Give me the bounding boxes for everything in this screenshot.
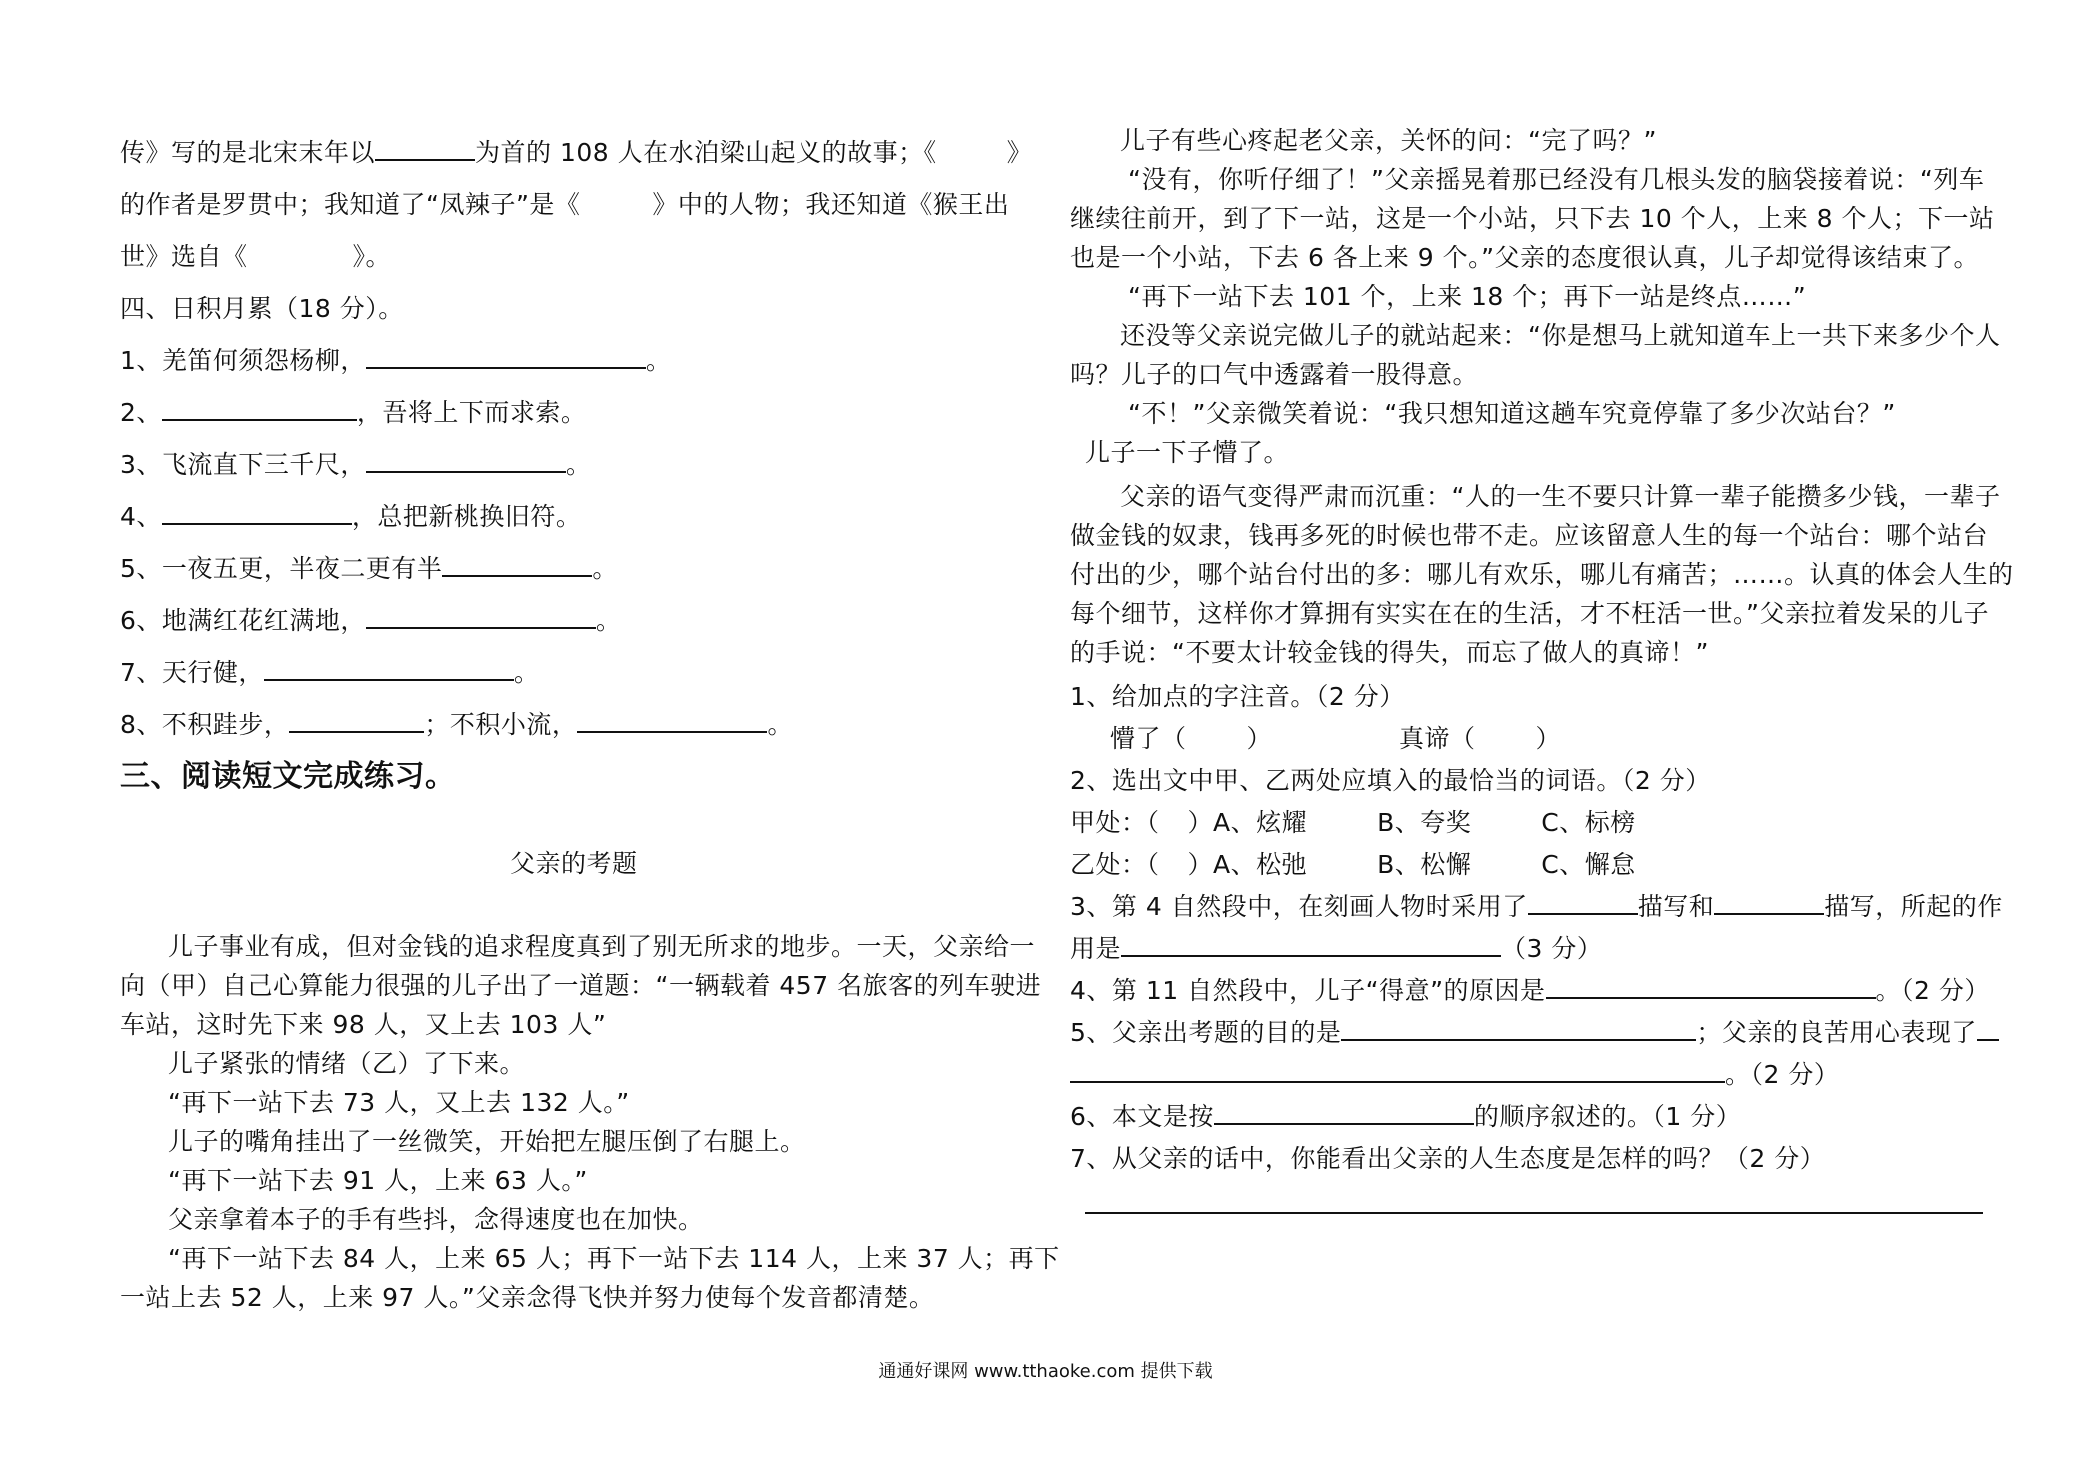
article-line: “没有，你听仔细了！”父亲摇晃着那已经没有几根头发的脑袋接着说：“列车	[1128, 165, 1985, 194]
text: 3、飞流直下三千尺，	[120, 450, 366, 479]
article-line: 儿子一下子懵了。	[1085, 438, 1290, 467]
option-b[interactable]: B、松懈	[1377, 850, 1472, 879]
footer-text: 通通好课网 www.tthaoke.com 提供下载	[878, 1361, 1213, 1382]
exercise-1-words	[1110, 722, 1561, 756]
section-4-heading: 四、日积月累（18 分）。	[120, 294, 404, 323]
text: 1、羌笛何须怨杨柳，	[120, 346, 366, 375]
article-line: 付出的少，哪个站台付出的多：哪儿有欢乐，哪儿有痛苦；……。认真的体会人生的	[1070, 560, 2014, 589]
text: 用是	[1070, 934, 1122, 963]
text: 的作者是罗贯中；我知道了“凤辣子”是《	[120, 190, 581, 219]
text: 描写，所起的作	[1824, 892, 2003, 921]
text: 。	[595, 606, 622, 635]
text: 。	[565, 450, 592, 479]
article-line: 车站，这时先下来 98 人，又上去 103 人”	[120, 1010, 607, 1039]
answer-blank[interactable]	[1528, 891, 1638, 915]
text: 为首的 108 人在水泊梁山起义的故事；《	[475, 138, 937, 167]
text: 5、一夜五更，半夜二更有半	[120, 554, 443, 583]
text: 5、父亲出考题的目的是	[1070, 1018, 1342, 1047]
article-line: 儿子事业有成，但对金钱的追求程度真到了别无所求的地步。一天，父亲给一	[168, 932, 1036, 961]
option-a[interactable]: ）A、松弛	[1187, 850, 1308, 879]
text: 》	[1006, 138, 1033, 167]
text: 4、	[120, 502, 162, 531]
article-line: “再下一站下去 73 人，又上去 132 人。”	[168, 1088, 630, 1117]
answer-blank[interactable]	[442, 553, 592, 577]
article-line: 的手说：“不要太计较金钱的得失，而忘了做人的真谛！”	[1070, 638, 1709, 667]
answer-blank[interactable]	[162, 501, 352, 525]
article-line: 吗？儿子的口气中透露着一股得意。	[1070, 360, 1479, 389]
answer-blank[interactable]	[366, 605, 596, 629]
answer-blank[interactable]	[1341, 1017, 1696, 1041]
answer-blank[interactable]	[162, 397, 357, 421]
text: 6、地满红花红满地，	[120, 606, 366, 635]
question-3	[120, 448, 591, 482]
pinyin-word-1: 懵了（	[1110, 724, 1187, 753]
question-2	[120, 396, 586, 430]
pinyin-word-2: 真谛（	[1398, 724, 1476, 753]
text: ；不积小流，	[424, 710, 578, 739]
article-line: 儿子紧张的情绪（乙）了下来。	[168, 1049, 526, 1078]
answer-line[interactable]	[1085, 1212, 1983, 1214]
text: ，吾将上下而求索。	[356, 398, 587, 427]
exercise-5	[1070, 1016, 1999, 1050]
text: ，总把新桃换旧符。	[351, 502, 582, 531]
question-6	[120, 604, 621, 638]
blank[interactable]	[375, 137, 475, 161]
text: 。（2 分）	[1875, 976, 1990, 1005]
text: 的顺序叙述的。（1 分）	[1473, 1102, 1742, 1131]
article-title: 父亲的考题	[510, 849, 638, 878]
text: 6、本文是按	[1070, 1102, 1214, 1131]
article-line: 父亲的语气变得严肃而沉重：“人的一生不要只计算一辈子能攒多少钱，一辈子	[1120, 482, 2001, 511]
article-line: 一站上去 52 人，上来 97 人。”父亲念得飞快并努力使每个发音都清楚。	[120, 1283, 935, 1312]
answer-blank[interactable]	[1214, 1101, 1474, 1125]
exercise-2-row-jia	[1070, 806, 1636, 840]
text: 世》选自《	[120, 242, 248, 271]
option-b[interactable]: B、夸奖	[1377, 808, 1472, 837]
option-a[interactable]: ）A、炫耀	[1187, 808, 1308, 837]
text: 》中的人物；我还知道《猴王出	[652, 190, 1010, 219]
exercise-4	[1070, 974, 1990, 1008]
article-line: 继续往前开，到了下一站，这是一个小站，只下去 10 个人，上来 8 个人；下一站	[1070, 204, 1995, 233]
article-line: 每个细节，这样你才算拥有实实在在的生活，才不枉活一世。”父亲拉着发呆的儿子	[1070, 599, 1989, 628]
article-line: 也是一个小站，下去 6 各上来 9 个。”父亲的态度很认真，儿子却觉得该结束了。	[1070, 243, 1980, 272]
question-8	[120, 708, 793, 742]
exercise-3-cont	[1070, 932, 1602, 966]
question-5	[120, 552, 618, 586]
article-line: “再下一站下去 91 人，上来 63 人。”	[168, 1166, 588, 1195]
text: 甲处：（	[1070, 808, 1160, 837]
text: 8、不积跬步，	[120, 710, 290, 739]
text: 。	[592, 554, 618, 583]
article-line: 做金钱的奴隶，钱再多死的时候也带不走。应该留意人生的每一个站台：哪个站台	[1070, 521, 1989, 550]
answer-blank[interactable]	[577, 709, 767, 733]
exercise-3	[1070, 890, 2003, 924]
answer-blank[interactable]	[1546, 975, 1876, 999]
answer-blank[interactable]	[1070, 1059, 1725, 1083]
answer-blank[interactable]	[289, 709, 424, 733]
text: 。（2 分）	[1725, 1060, 1840, 1089]
article-line: 父亲拿着本子的手有些抖，念得速度也在加快。	[168, 1205, 704, 1234]
text: 乙处：（	[1070, 850, 1160, 879]
exercise-2: 2、选出文中甲、乙两处应填入的最恰当的词语。（2 分）	[1070, 766, 1711, 795]
text: 4、第 11 自然段中，儿子“得意”的原因是	[1070, 976, 1546, 1005]
option-c[interactable]: C、懈怠	[1541, 850, 1636, 879]
text: （3 分）	[1501, 934, 1603, 963]
answer-blank[interactable]	[366, 449, 566, 473]
pinyin-blank[interactable]	[1475, 725, 1535, 747]
question-7	[120, 656, 539, 690]
answer-blank[interactable]	[1121, 933, 1501, 957]
article-line: 向（甲）自己心算能力很强的儿子出了一道题：“一辆载着 457 名旅客的列车驶进	[120, 971, 1042, 1000]
text: 。	[645, 346, 672, 375]
exercise-1: 1、给加点的字注音。（2 分）	[1070, 682, 1405, 711]
answer-blank[interactable]	[264, 657, 514, 681]
question-4	[120, 500, 581, 534]
article-line: 还没等父亲说完做儿子的就站起来：“你是想马上就知道车上一共下来多少个人	[1120, 321, 2001, 350]
exercise-6	[1070, 1100, 1741, 1134]
article-line: 儿子的嘴角挂出了一丝微笑，开始把左腿压倒了右腿上。	[168, 1127, 806, 1156]
article-line: 儿子有些心疼起老父亲，关怀的问：“完了吗？”	[1120, 126, 1657, 155]
exercise-5-cont	[1070, 1058, 1839, 1092]
text: 。	[513, 658, 540, 687]
text: ）	[1246, 724, 1273, 753]
exercise-7: 7、从父亲的话中，你能看出父亲的人生态度是怎样的吗？（2 分）	[1070, 1144, 1826, 1173]
intro-line-1	[120, 136, 1032, 170]
question-1	[120, 344, 671, 378]
article-line: “再下一站下去 84 人，上来 65 人；再下一站下去 114 人，上来 37 人；再下	[168, 1244, 1060, 1273]
text: 7、天行健，	[120, 658, 264, 687]
text: 2、	[120, 398, 162, 427]
text: ）	[1535, 724, 1561, 753]
exercise-2-row-yi	[1070, 848, 1636, 882]
text: 传》写的是北宋末年以	[120, 138, 376, 167]
text: 3、第 4 自然段中，在刻画人物时采用了	[1070, 892, 1528, 921]
answer-blank[interactable]	[366, 345, 646, 369]
intro-line-3	[120, 240, 391, 274]
option-c[interactable]: C、标榜	[1541, 808, 1636, 837]
text: 。	[767, 710, 793, 739]
text: 描写和	[1637, 892, 1715, 921]
text: ；父亲的良苦用心表现了	[1696, 1018, 1977, 1047]
article-line: “再下一站下去 101 个，上来 18 个；再下一站是终点……”	[1128, 282, 1807, 311]
intro-line-2	[120, 188, 1009, 222]
article-line: “不！”父亲微笑着说：“我只想知道这趟车究竟停靠了多少次站台？”	[1128, 399, 1896, 428]
pinyin-blank[interactable]	[1187, 725, 1247, 747]
answer-blank[interactable]	[1714, 891, 1824, 915]
text: 》。	[352, 242, 392, 271]
section-3-heading: 三、阅读短文完成练习。	[120, 759, 456, 794]
answer-blank[interactable]	[1977, 1017, 1999, 1041]
